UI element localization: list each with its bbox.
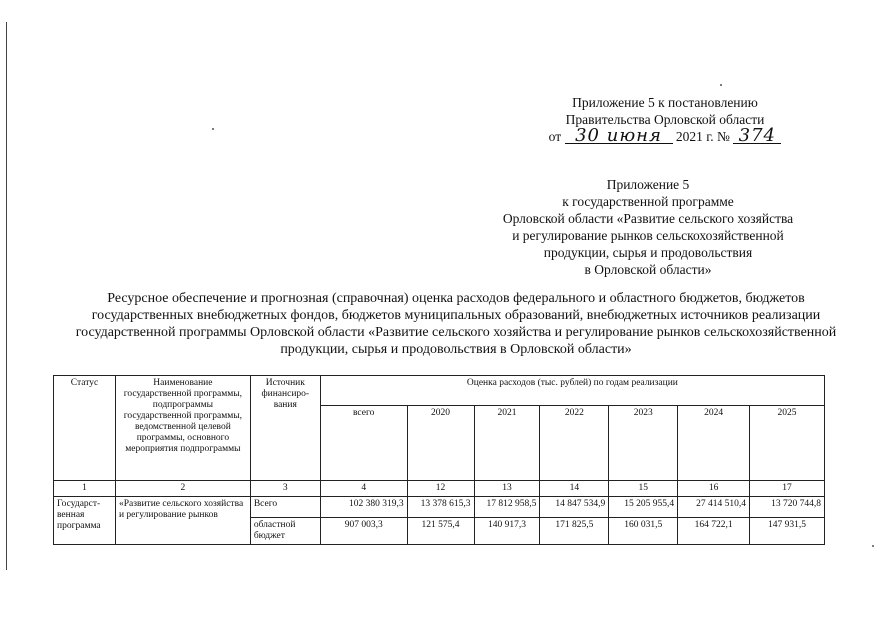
header-source: Источник финансиро-вания bbox=[250, 376, 320, 481]
header-estimate: Оценка расходов (тыс. рублей) по годам реализации bbox=[320, 376, 824, 406]
scan-speck bbox=[720, 84, 722, 86]
annex-decree-line-1: Приложение 5 к постановлению bbox=[572, 95, 758, 110]
annex-decree-header bbox=[530, 94, 800, 145]
column-number: 4 bbox=[320, 481, 407, 497]
title-line: государственной программы Орловской области «Развитие сельского хозяйства и регулирование рынков сельскохозяйственной bbox=[75, 325, 837, 340]
title-line: государственных внебюджетных фондов, бюджетов муниципальных образований, внебюджетных источников реализации bbox=[91, 308, 821, 323]
cell-value: 102 380 319,3 bbox=[320, 497, 407, 518]
header-year-total: всего bbox=[320, 406, 407, 481]
column-number: 13 bbox=[474, 481, 540, 497]
column-number: 16 bbox=[678, 481, 750, 497]
header-year: 2021 bbox=[474, 406, 540, 481]
header-status: Статус bbox=[54, 376, 116, 481]
header-year: 2020 bbox=[407, 406, 474, 481]
cell-value: 13 378 615,3 bbox=[407, 497, 474, 518]
header-name: Наименование государственной программы, подпрограммы государственной программы, ведомственной целевой программы, основного мероприятия подпрограммы bbox=[115, 376, 250, 481]
scan-speck bbox=[872, 545, 874, 547]
annex-decree-line-2: Правительства Орловской области bbox=[565, 112, 765, 127]
annex-program-line: и регулирование рынков сельскохозяйственной bbox=[512, 228, 784, 243]
column-number: 17 bbox=[750, 481, 825, 497]
column-number: 3 bbox=[250, 481, 320, 497]
annex-program-line: в Орловской области» bbox=[584, 262, 712, 277]
annex-program-header bbox=[478, 176, 818, 278]
handwritten-number: 374 bbox=[733, 129, 781, 144]
annex-program-line: Приложение 5 bbox=[606, 177, 690, 192]
cell-value: 17 812 958,5 bbox=[474, 497, 540, 518]
title-line: Ресурсное обеспечение и прогнозная (справочная) оценка расходов федерального и областного бюджетов, бюджетов bbox=[107, 291, 805, 306]
cell-value: 15 205 955,4 bbox=[609, 497, 678, 518]
header-year: 2023 bbox=[609, 406, 678, 481]
budget-table bbox=[53, 375, 825, 545]
annex-program-line: к государственной программе bbox=[562, 194, 734, 209]
cell-source: Всего bbox=[250, 497, 320, 518]
cell-value: 147 931,5 bbox=[750, 518, 825, 545]
decree-date-line bbox=[530, 125, 800, 146]
cell-status: Государст-венная программа bbox=[54, 497, 116, 545]
cell-value: 160 031,5 bbox=[609, 518, 678, 545]
cell-source: областной бюджет bbox=[250, 518, 320, 545]
column-number: 2 bbox=[115, 481, 250, 497]
document-title bbox=[40, 290, 872, 358]
cell-value: 164 722,1 bbox=[678, 518, 750, 545]
column-number-row bbox=[54, 481, 825, 497]
handwritten-date: 30 июня bbox=[565, 129, 673, 144]
header-year: 2025 bbox=[750, 406, 825, 481]
cell-value: 140 917,3 bbox=[474, 518, 540, 545]
column-number: 15 bbox=[609, 481, 678, 497]
cell-value: 14 847 534,9 bbox=[540, 497, 609, 518]
column-number: 1 bbox=[54, 481, 116, 497]
cell-value: 27 414 510,4 bbox=[678, 497, 750, 518]
scan-speck bbox=[212, 128, 214, 130]
column-number: 12 bbox=[407, 481, 474, 497]
cell-value: 171 825,5 bbox=[540, 518, 609, 545]
annex-program-line: продукции, сырья и продовольствия bbox=[543, 245, 753, 260]
header-year: 2022 bbox=[540, 406, 609, 481]
decree-year: 2021 г. № bbox=[675, 129, 730, 144]
cell-value: 121 575,4 bbox=[407, 518, 474, 545]
cell-value: 13 720 744,8 bbox=[750, 497, 825, 518]
cell-value: 907 003,3 bbox=[320, 518, 407, 545]
annex-program-line: Орловской области «Развитие сельского хозяйства bbox=[502, 211, 794, 226]
column-number: 14 bbox=[540, 481, 609, 497]
date-prefix: от bbox=[548, 129, 562, 144]
title-line: продукции, сырья и продовольствия в Орловской области» bbox=[280, 342, 632, 357]
header-year: 2024 bbox=[678, 406, 750, 481]
table-row bbox=[54, 497, 825, 518]
cell-name: «Развитие сельского хозяйства и регулирование рынков bbox=[115, 497, 250, 545]
scan-edge-line bbox=[6, 22, 7, 570]
